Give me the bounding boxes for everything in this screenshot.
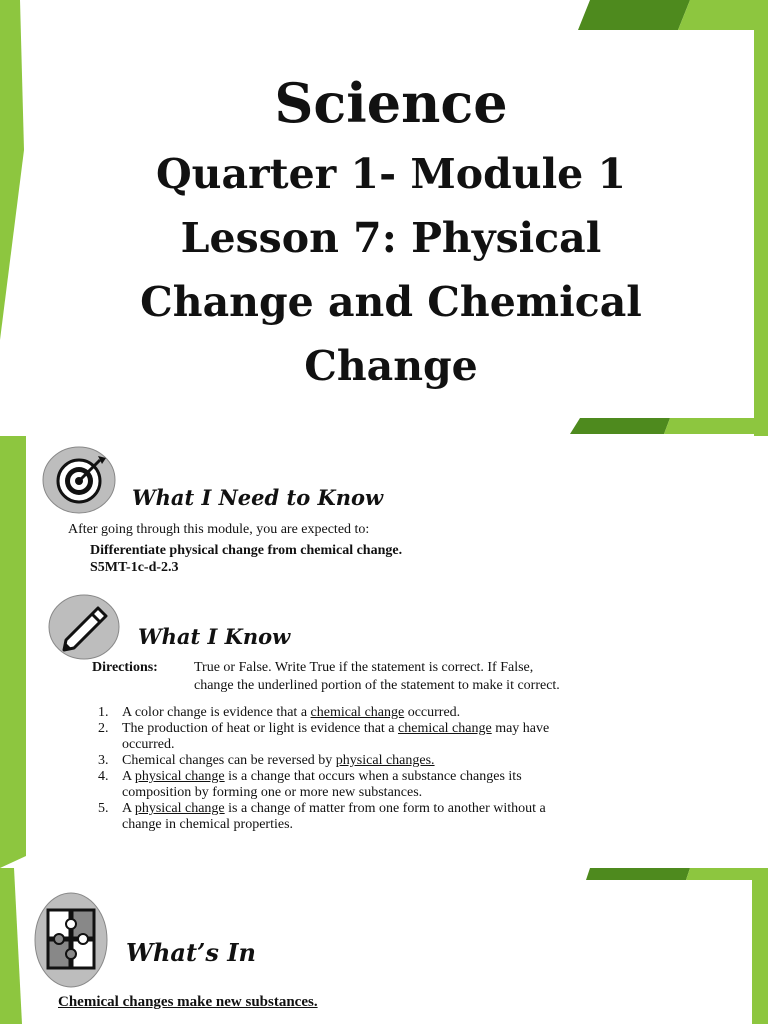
list-item: [98, 801, 549, 833]
item-text: The production of heat or light is evidence that a: [122, 721, 399, 736]
directions-text: True or False. Write True if the statement is correct. If False,: [194, 660, 534, 675]
item-number: 5.: [98, 801, 109, 816]
puzzle-icon: [34, 892, 108, 988]
green-accent-right: [754, 0, 768, 436]
item-text: occurred.: [122, 737, 175, 752]
underlined-term: chemical change: [310, 705, 405, 720]
item-text: is a change that occurs when a substance changes its: [224, 769, 522, 784]
section-heading-what-i-know: What I Know: [138, 624, 291, 649]
content-card: [28, 880, 752, 1024]
item-text: change in chemical properties.: [122, 817, 294, 832]
item-text: may have: [491, 721, 550, 736]
module-overview-slide: [0, 436, 768, 868]
underlined-term: physical changes.: [335, 753, 435, 768]
underlined-term: chemical change: [398, 721, 492, 736]
green-accent-left: [0, 0, 30, 436]
directions-text: change the underlined portion of the statement to make it correct.: [194, 678, 560, 693]
competency-code: S5MT-1c-d-2.3: [90, 560, 179, 575]
intro-text: After going through this module, you are expected to:: [68, 522, 370, 537]
subtitle-line: Change: [304, 342, 478, 390]
question-list: [98, 705, 549, 833]
item-text: Chemical changes can be reversed by: [122, 753, 336, 768]
subtitle: [28, 142, 754, 398]
item-text: A: [122, 769, 135, 784]
list-item: [98, 769, 549, 801]
green-accent-left: [0, 868, 30, 1024]
item-text: is a change of matter from one form to another without a: [224, 801, 546, 816]
underlined-term: physical change: [134, 801, 225, 816]
underlined-term: physical change: [134, 769, 225, 784]
item-number: 3.: [98, 753, 109, 768]
target-icon: [42, 446, 116, 514]
pencil-icon: [48, 594, 120, 660]
item-text: composition by forming one or more new substances.: [122, 785, 423, 800]
list-item: [98, 705, 549, 721]
objective-text: Differentiate physical change from chemical change.: [90, 543, 403, 558]
section-heading-need-to-know: What I Need to Know: [132, 485, 384, 510]
item-text: occurred.: [404, 705, 461, 720]
subtitle-line: Change and Chemical: [140, 278, 642, 326]
subtitle-line: Lesson 7: Physical: [180, 214, 602, 262]
title-card: [28, 30, 754, 416]
green-accent-right: [752, 868, 768, 1024]
key-statement: Chemical changes make new substances.: [58, 994, 318, 1010]
directions-label: Directions:: [92, 660, 158, 675]
item-text: A: [122, 801, 135, 816]
section-heading-whats-in: What’s In: [126, 938, 256, 967]
item-number: 4.: [98, 769, 109, 784]
title-slide: [0, 0, 768, 436]
list-item: [98, 721, 549, 753]
page-title: Science: [274, 71, 508, 135]
list-item: [98, 753, 549, 769]
subtitle-line: Quarter 1- Module 1: [155, 150, 627, 198]
item-number: 1.: [98, 705, 109, 720]
item-text: A color change is evidence that a: [122, 705, 311, 720]
content-card: [28, 438, 768, 868]
green-accent-left: [0, 436, 30, 868]
whats-in-slide: [0, 868, 768, 1024]
item-number: 2.: [98, 721, 109, 736]
